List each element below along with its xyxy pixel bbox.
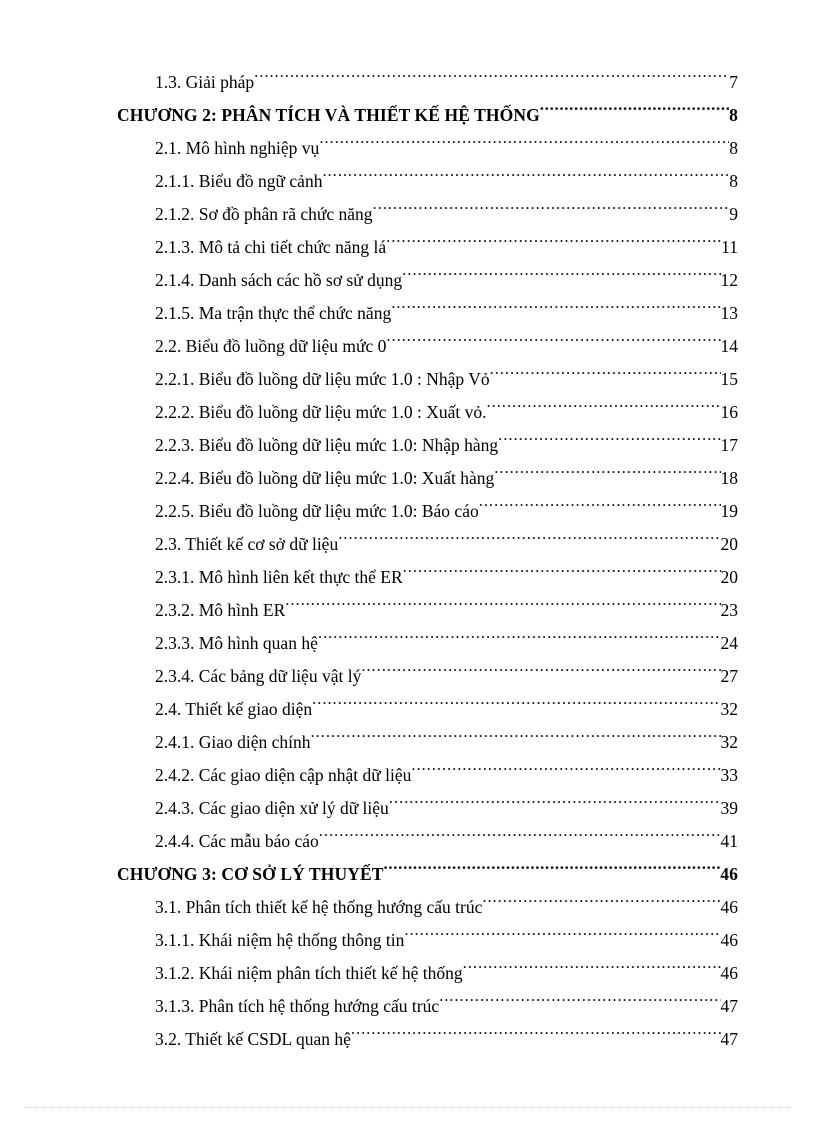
dot-leader: [439, 995, 720, 1013]
toc-entry-page-number: 47: [720, 996, 738, 1016]
toc-sub-entry[interactable]: [0, 693, 816, 726]
toc-sub-entry[interactable]: [0, 198, 816, 231]
toc-sub-entry[interactable]: [0, 726, 816, 759]
toc-entry-title: 2.1.1. Biểu đồ ngữ cảnh: [155, 171, 323, 191]
toc-sub-entry[interactable]: [0, 594, 816, 627]
toc-sub-entry[interactable]: [0, 165, 816, 198]
toc-entry-title: CHƯƠNG 2: PHÂN TÍCH VÀ THIẾT KẾ HỆ THỐNG: [117, 105, 540, 125]
toc-chapter-entry[interactable]: [0, 858, 816, 891]
toc-entry-title: 2.1.4. Danh sách các hồ sơ sử dụng: [155, 270, 403, 290]
dot-leader: [482, 896, 720, 914]
toc-entry-title: 3.2. Thiết kế CSDL quan hệ: [155, 1029, 351, 1049]
toc-sub-entry[interactable]: [0, 264, 816, 297]
toc-sub-entry[interactable]: [0, 396, 816, 429]
toc-sub-entry[interactable]: [0, 891, 816, 924]
toc-sub-entry[interactable]: [0, 924, 816, 957]
toc-entry-title: 2.2.1. Biểu đồ luồng dữ liệu mức 1.0 : Nhập Vỏ: [155, 369, 490, 389]
toc-sub-entry[interactable]: [0, 825, 816, 858]
toc-entry-title: 2.2.5. Biểu đồ luồng dữ liệu mức 1.0: Báo cáo: [155, 501, 479, 521]
toc-entry-title: 2.3.1. Mô hình liên kết thực thể ER: [155, 567, 403, 587]
dot-leader: [498, 434, 720, 452]
dot-leader: [494, 467, 720, 485]
toc-sub-entry[interactable]: [0, 297, 816, 330]
dot-leader: [361, 665, 720, 683]
toc-entry-page-number: 27: [720, 666, 738, 686]
toc-entry-title: 2.1.5. Ma trận thực thể chức năng: [155, 303, 392, 323]
toc-entry-title: 2.4. Thiết kế giao diện: [155, 699, 313, 719]
toc-sub-entry[interactable]: [0, 66, 816, 99]
toc-entry-title: 2.2.3. Biểu đồ luồng dữ liệu mức 1.0: Nhập hàng: [155, 435, 499, 455]
toc-entry-page-number: 8: [729, 138, 738, 158]
dot-leader: [384, 863, 721, 881]
toc-entry-title: 3.1. Phân tích thiết kế hệ thống hướng cấu trúc: [155, 897, 483, 917]
toc-entry-title: 2.3.4. Các bảng dữ liệu vật lý: [155, 666, 362, 686]
dot-leader: [338, 533, 720, 551]
toc-sub-entry[interactable]: [0, 132, 816, 165]
dot-leader: [540, 104, 729, 122]
toc-entry-title: 2.2.2. Biểu đồ luồng dữ liệu mức 1.0 : Xuất vỏ.: [155, 402, 487, 422]
toc-entry-title: 2.3.3. Mô hình quan hệ: [155, 633, 318, 653]
toc-entry-title: 2.4.2. Các giao diện cập nhật dữ liệu: [155, 765, 412, 785]
toc-chapter-entry[interactable]: [0, 99, 816, 132]
toc-sub-entry[interactable]: [0, 957, 816, 990]
toc-entry-page-number: 41: [720, 831, 738, 851]
toc-entry-page-number: 13: [720, 303, 738, 323]
dot-leader: [312, 698, 720, 716]
dot-leader: [373, 203, 730, 221]
toc-entry-title: 2.2. Biểu đồ luồng dữ liệu mức 0: [155, 336, 387, 356]
dot-leader: [487, 401, 721, 419]
page-bottom-divider: [24, 1107, 792, 1109]
toc-entry-page-number: 16: [720, 402, 738, 422]
dot-leader: [351, 1028, 721, 1046]
toc-entry-title: 2.4.4. Các mẫu báo cáo: [155, 831, 319, 851]
dot-leader: [479, 500, 721, 518]
toc-entry-page-number: 8: [729, 105, 738, 125]
dot-leader: [285, 599, 720, 617]
dot-leader: [254, 71, 729, 89]
toc-entry-title: 3.1.1. Khái niệm hệ thống thông tin: [155, 930, 405, 950]
toc-sub-entry[interactable]: [0, 561, 816, 594]
toc-entry-title: 3.1.2. Khái niệm phân tích thiết kế hệ thống: [155, 963, 463, 983]
toc-entry-page-number: 15: [720, 369, 738, 389]
dot-leader: [389, 797, 721, 815]
toc-entry-page-number: 46: [720, 930, 738, 950]
dot-leader: [411, 764, 720, 782]
toc-entry-page-number: 32: [720, 699, 738, 719]
toc-entry-title: 2.3.2. Mô hình ER: [155, 600, 286, 620]
toc-entry-page-number: 7: [729, 72, 738, 92]
dot-leader: [311, 731, 721, 749]
toc-entry-page-number: 47: [720, 1029, 738, 1049]
toc-sub-entry[interactable]: [0, 759, 816, 792]
dot-leader: [386, 236, 721, 254]
toc-sub-entry[interactable]: [0, 528, 816, 561]
toc-sub-entry[interactable]: [0, 660, 816, 693]
dot-leader: [319, 137, 729, 155]
dot-leader: [319, 830, 721, 848]
toc-entry-page-number: 14: [720, 336, 738, 356]
table-of-contents: [0, 66, 816, 1056]
toc-entry-page-number: 18: [720, 468, 738, 488]
dot-leader: [490, 368, 721, 386]
toc-sub-entry[interactable]: [0, 1023, 816, 1056]
toc-entry-page-number: 20: [720, 534, 738, 554]
toc-entry-page-number: 32: [720, 732, 738, 752]
toc-sub-entry[interactable]: [0, 990, 816, 1023]
toc-entry-page-number: 8: [729, 171, 738, 191]
dot-leader: [403, 566, 721, 584]
toc-sub-entry[interactable]: [0, 495, 816, 528]
toc-entry-page-number: 9: [729, 204, 738, 224]
toc-entry-page-number: 39: [720, 798, 738, 818]
toc-sub-entry[interactable]: [0, 330, 816, 363]
dot-leader: [386, 335, 720, 353]
toc-entry-page-number: 46: [720, 963, 738, 983]
toc-entry-page-number: 20: [720, 567, 738, 587]
toc-entry-page-number: 33: [720, 765, 738, 785]
toc-entry-title: 2.4.3. Các giao diện xử lý dữ liệu: [155, 798, 389, 818]
toc-sub-entry[interactable]: [0, 231, 816, 264]
toc-sub-entry[interactable]: [0, 462, 816, 495]
dot-leader: [318, 632, 721, 650]
toc-entry-page-number: 12: [720, 270, 738, 290]
toc-entry-title: 1.3. Giải pháp: [155, 72, 255, 92]
toc-entry-page-number: 46: [720, 897, 738, 917]
dot-leader: [391, 302, 720, 320]
dot-leader: [402, 269, 720, 287]
toc-entry-title: 2.4.1. Giao diện chính: [155, 732, 311, 752]
toc-entry-page-number: 23: [720, 600, 738, 620]
dot-leader: [322, 170, 729, 188]
toc-entry-title: 3.1.3. Phân tích hệ thống hướng cấu trúc: [155, 996, 440, 1016]
toc-entry-page-number: 24: [720, 633, 738, 653]
dot-leader: [463, 962, 721, 980]
toc-sub-entry[interactable]: [0, 429, 816, 462]
toc-sub-entry[interactable]: [0, 792, 816, 825]
toc-entry-page-number: 11: [721, 237, 738, 257]
toc-entry-title: 2.1. Mô hình nghiệp vụ: [155, 138, 320, 158]
dot-leader: [404, 929, 720, 947]
toc-sub-entry[interactable]: [0, 363, 816, 396]
toc-entry-title: 2.1.2. Sơ đồ phân rã chức năng: [155, 204, 373, 224]
toc-entry-title: 2.2.4. Biểu đồ luồng dữ liệu mức 1.0: Xuất hàng: [155, 468, 495, 488]
toc-sub-entry[interactable]: [0, 627, 816, 660]
toc-entry-page-number: 19: [720, 501, 738, 521]
toc-entry-title: 2.1.3. Mô tả chi tiết chức năng lá: [155, 237, 387, 257]
toc-entry-title: 2.3. Thiết kế cơ sở dữ liệu: [155, 534, 339, 554]
toc-entry-page-number: 46: [720, 864, 738, 884]
toc-entry-page-number: 17: [720, 435, 738, 455]
toc-entry-title: CHƯƠNG 3: CƠ SỞ LÝ THUYẾT: [117, 864, 384, 884]
